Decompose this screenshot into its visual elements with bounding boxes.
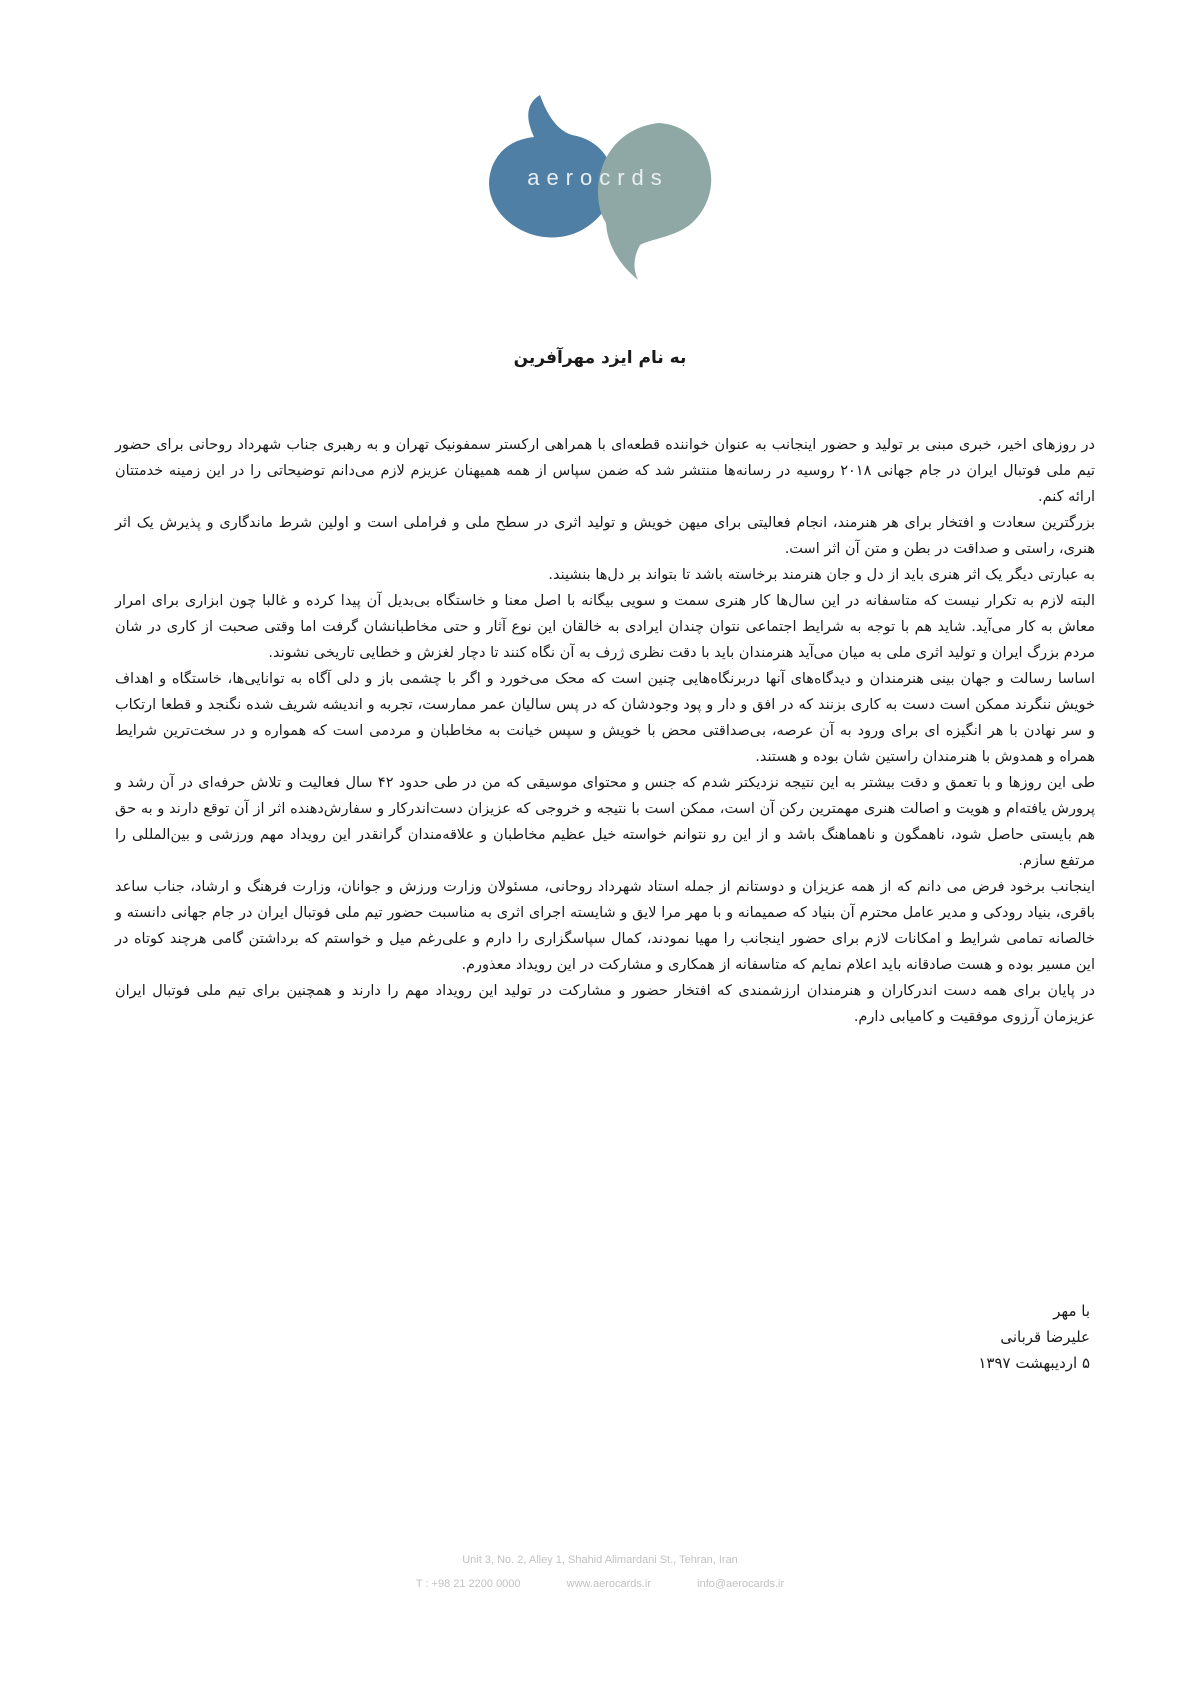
paragraph: طی این روزها و با تعمق و دقت بیشتر به این نتیجه نزدیکتر شدم که جنس و محتوای موسیقی که من در طی حدود ۴۲ سال فعالیت و تلاش حرفه‌ای در آن رشد و پرورش یافته‌ام و هویت و اصالت هنری مهمترین رکن آن است، ممکن است با نتیجه و خروجی که عزیزان دست‌اندرکار و سفارش‌دهنده اثر از آن توقع دارند و به حق هم بایستی حاصل شود، ناهمگون و ناهماهنگ باشد و از این رو نتوانم خواسته خیل عظیم مخاطبان و علاقه‌مندان گرانقدر این رویداد مهم ورزشی و بین‌المللی را مرتفع سازم. (115, 775, 1095, 869)
logo-light-bubble (598, 123, 711, 280)
footer-website[interactable]: www.aerocards.ir (566, 1578, 652, 1590)
paragraph: بزرگترین سعادت و افتخار برای هر هنرمند، انجام فعالیتی برای میهن خویش و تولید اثری در سطح ملی و فراملی است و اولین شرط ماندگاری و پذیرش یک اثر هنری، راستی و صداقت در بطن و متن آن اثر است. (115, 515, 1095, 557)
footer-address: Unit 3, No. 2, Alley 1, Shahid Alimardani St., Tehran, Iran (462, 1554, 738, 1566)
signature-block (978, 1298, 1090, 1376)
logo-wordmark: aerocrds (527, 165, 669, 190)
signature-closing: با مهر (1053, 1302, 1090, 1320)
footer-phone: T : +98 21 2200 0000 (415, 1578, 521, 1590)
letter-salutation: به نام ایزد مهرآفرین (513, 348, 687, 368)
letterhead-footer (0, 1548, 1200, 1596)
paragraph: البته لازم به تکرار نیست که متاسفانه در این سال‌ها کار هنری سمت و سویی بیگانه با اصل معنا و خاستگاه بی‌بدیل آن پیدا کرده و غالبا چون ابزاری برای امرار معاش به کار می‌آید. شاید هم با توجه به شرایط اجتماعی نتوان چندان ایرادی به خالقان این نوع آثار و حتی مخاطبانشان گرفت اما وقتی صحبت از کاری در شان مردم بزرگ ایران و تولید اثری ملی به میان می‌آید هنرمندان باید با دقت نظری ژرف به آن نگاه کنند تا دچار لغزش و خطایی تاریخی نشوند. (115, 593, 1095, 661)
paragraph: اینجانب برخود فرض می دانم که از همه عزیزان و دوستانم از جمله استاد شهرداد روحانی، مسئولان وزارت ورزش و جوانان، وزارت فرهنگ و ارشاد، جناب ساعد باقری، بنیاد رودکی و مدیر عامل محترم آن بنیاد که صمیمانه و با مهر مرا لایق و شایسته اجرای اثری به مناسبت حضور تیم ملی فوتبال ایران در جام جهانی دانسته و خالصانه تمامی شرایط و امکانات لازم برای حضور اینجانب را مهیا نمودند، کمال سپاسگزاری را دارم و علی‌رغم میل و خواستم که برداشتن گامی هرچند کوتاه در این مسیر بوده و هست صادقانه باید اعلام نمایم که متاسفانه از همکاری و مشارکت در این رویداد معذورم. (115, 879, 1095, 973)
paragraph: اساسا رسالت و جهان بینی هنرمندان و دیدگاه‌های آنها دربرنگاه‌هایی چنین است که محک می‌خورد و اگر با چشمی باز و دلی آگاه به توانایی‌ها، خاستگاه و اهداف خویش ننگرند ممکن است دست به کاری بزنند که در افق و دار و پود وجودشان که در پس سالیان عمر ممارست، تجربه و اندیشه شریف شده نگنجد و قطعا ارتکاب و سر نهادن با هر انگیزه ای برای ورود به آن عرصه، بی‌صداقتی محض با خویش و سپس خیانت به مخاطبان و مردمی است که همواره و در سخت‌ترین شرایط همراه و همدوش با هنرمندان راستین شان بوده و هستند. (115, 671, 1095, 765)
company-logo (480, 95, 730, 280)
footer-email[interactable]: info@aerocards.ir (697, 1578, 785, 1590)
signature-name: علیرضا قربانی (1000, 1328, 1090, 1346)
signature-date: ۵ اردیبهشت ۱۳۹۷ (978, 1354, 1090, 1372)
letter-body (115, 432, 1095, 1030)
paragraph: در روزهای اخیر، خبری مبنی بر تولید و حضور اینجانب به عنوان خواننده قطعه‌ای با همراهی ارکستر سمفونیک تهران و به رهبری جناب شهرداد روحانی برای حضور تیم ملی فوتبال ایران در جام جهانی ۲۰۱۸ روسیه در رسانه‌ها منتشر شد که ضمن سپاس از همه همیهنان عزیزم لازم می‌دانم توضیحاتی را در این زمینه خدمتتان ارائه کنم. (115, 437, 1095, 505)
paragraph: در پایان برای همه دست اندرکاران و هنرمندان ارزشمندی که افتخار حضور و مشارکت در تولید این رویداد مهم را دارند و همچنین برای تیم ملی فوتبال ایران عزیزمان آرزوی موفقیت و کامیابی دارم. (115, 983, 1095, 1025)
footer-contact-line (0, 1572, 1200, 1596)
paragraph: به عبارتی دیگر یک اثر هنری باید از دل و جان هنرمند برخاسته باشد تا بتواند بر دل‌ها بنشیند. (548, 567, 1095, 583)
